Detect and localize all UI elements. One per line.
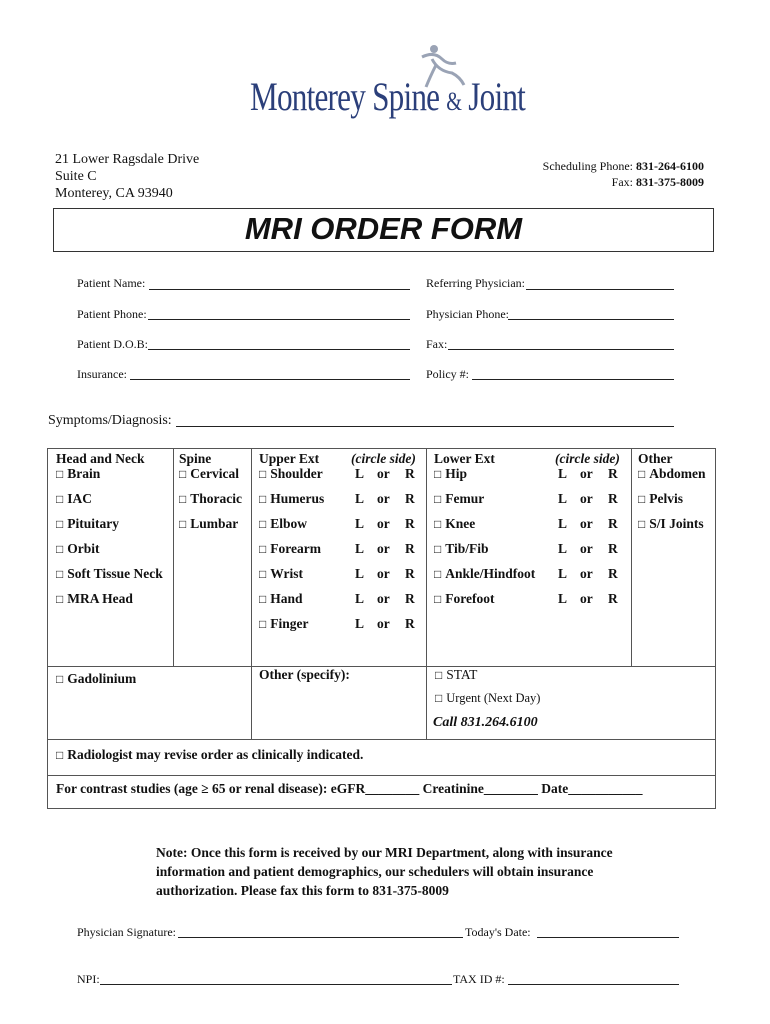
upper-wrist-side-or: or bbox=[377, 566, 390, 581]
lower-circle-side-header: (circle side) bbox=[555, 451, 620, 466]
lower-tib-fib-side-right[interactable]: R bbox=[608, 541, 618, 556]
lower-forefoot-option[interactable] bbox=[434, 591, 494, 607]
title-box bbox=[53, 208, 714, 252]
lower-ankle-hindfoot-side-left[interactable]: L bbox=[558, 566, 568, 581]
address-line1: 21 Lower Ragsdale Drive bbox=[55, 152, 200, 167]
radiologist-checkbox[interactable]: □ bbox=[56, 748, 64, 762]
lower-knee-side-left[interactable]: L bbox=[558, 516, 568, 531]
upper-humerus-checkbox[interactable]: □ bbox=[259, 492, 267, 506]
head-neck-brain-label: Brain bbox=[67, 466, 101, 481]
urgent-option[interactable] bbox=[435, 691, 540, 706]
lower-femur-label: Femur bbox=[445, 491, 485, 506]
head-neck-header: Head and Neck bbox=[56, 451, 145, 466]
upper-hand-label: Hand bbox=[270, 591, 303, 606]
gadolinium-checkbox[interactable]: □ bbox=[56, 672, 64, 686]
spine-thoracic-label: Thoracic bbox=[190, 491, 242, 506]
physician-signature-label: Physician Signature: bbox=[77, 925, 176, 939]
urgent-label: Urgent (Next Day) bbox=[446, 691, 541, 705]
todays-date-label: Today's Date: bbox=[465, 925, 531, 939]
contact-block bbox=[543, 158, 704, 190]
upper-hand-side-left[interactable]: L bbox=[355, 591, 365, 606]
upper-elbow-side-left[interactable]: L bbox=[355, 516, 365, 531]
lower-ankle-hindfoot-option[interactable] bbox=[434, 566, 535, 582]
other-specify-label: Other (specify): bbox=[259, 667, 350, 682]
head-neck-mra-head-label: MRA Head bbox=[67, 591, 133, 606]
fax-field[interactable] bbox=[448, 349, 674, 350]
lower-hip-option[interactable] bbox=[434, 466, 467, 482]
referring-physician-field[interactable] bbox=[526, 289, 674, 290]
lower-hip-side-left[interactable]: L bbox=[558, 466, 568, 481]
lower-ankle-hindfoot-side-or: or bbox=[580, 566, 593, 581]
upper-forearm-side-or: or bbox=[377, 541, 390, 556]
lower-tib-fib-side-left[interactable]: L bbox=[558, 541, 568, 556]
stat-label: STAT bbox=[446, 667, 478, 682]
other-abdomen-checkbox[interactable]: □ bbox=[638, 467, 646, 481]
spine-cervical-option[interactable] bbox=[179, 466, 239, 482]
order-table bbox=[47, 448, 716, 809]
upper-shoulder-side-right[interactable]: R bbox=[405, 466, 415, 481]
spine-lumbar-label: Lumbar bbox=[190, 516, 239, 531]
lower-tib-fib-label: Tib/Fib bbox=[445, 541, 489, 556]
lower-femur-option[interactable] bbox=[434, 491, 484, 507]
upper-humerus-option[interactable] bbox=[259, 491, 324, 507]
upper-finger-side-or: or bbox=[377, 616, 390, 631]
other-pelvis-label: Pelvis bbox=[649, 491, 683, 506]
lower-ankle-hindfoot-checkbox[interactable]: □ bbox=[434, 567, 442, 581]
insurance-field[interactable] bbox=[130, 379, 410, 380]
lower-knee-option[interactable] bbox=[434, 516, 475, 532]
tax-id-field[interactable] bbox=[508, 984, 679, 985]
upper-shoulder-label: Shoulder bbox=[270, 466, 323, 481]
upper-shoulder-checkbox[interactable]: □ bbox=[259, 467, 267, 481]
upper-forearm-side-right[interactable]: R bbox=[405, 541, 415, 556]
upper-forearm-option[interactable] bbox=[259, 541, 321, 557]
stat-checkbox[interactable]: □ bbox=[435, 668, 443, 682]
head-neck-mra-head-checkbox[interactable]: □ bbox=[56, 592, 64, 606]
tax-id-label: TAX ID #: bbox=[453, 972, 505, 986]
lower-knee-side-right[interactable]: R bbox=[608, 516, 618, 531]
spine-cervical-label: Cervical bbox=[190, 466, 239, 481]
upper-hand-side-right[interactable]: R bbox=[405, 591, 415, 606]
spine-cervical-checkbox[interactable]: □ bbox=[179, 467, 187, 481]
upper-elbow-side-or: or bbox=[377, 516, 390, 531]
head-neck-pituitary-option[interactable] bbox=[56, 516, 119, 532]
lower-forefoot-side-right[interactable]: R bbox=[608, 591, 618, 606]
lower-forefoot-checkbox[interactable]: □ bbox=[434, 592, 442, 606]
radiologist-option[interactable] bbox=[56, 747, 363, 763]
fax-number: 831-375-8009 bbox=[636, 175, 704, 189]
upper-humerus-side-right[interactable]: R bbox=[405, 491, 415, 506]
upper-finger-checkbox[interactable]: □ bbox=[259, 617, 267, 631]
lower-hip-label: Hip bbox=[445, 466, 468, 481]
spine-thoracic-option[interactable] bbox=[179, 491, 242, 507]
other-header: Other bbox=[638, 451, 673, 466]
patient-phone-label: Patient Phone: bbox=[77, 307, 147, 321]
radiologist-label: Radiologist may revise order as clinically indicated. bbox=[67, 747, 364, 762]
stat-option[interactable] bbox=[435, 667, 477, 683]
brand-logo bbox=[250, 73, 525, 120]
other-abdomen-option[interactable] bbox=[638, 466, 706, 482]
lower-femur-checkbox[interactable]: □ bbox=[434, 492, 442, 506]
lower-hip-side-right[interactable]: R bbox=[608, 466, 618, 481]
lower-ankle-hindfoot-side-right[interactable]: R bbox=[608, 566, 618, 581]
fax-note: Note: Once this form is received by our MRI Department, along with insurance information and patient demographics, our schedulers will obtain insurance authorization. Please fax this form to 831-375-8009 bbox=[156, 845, 613, 898]
lower-hip-side-or: or bbox=[580, 466, 593, 481]
upper-wrist-option[interactable] bbox=[259, 566, 303, 582]
lower-forefoot-side-or: or bbox=[580, 591, 593, 606]
head-neck-orbit-option[interactable] bbox=[56, 541, 100, 557]
scheduling-phone: 831-264-6100 bbox=[636, 159, 704, 173]
upper-elbow-side-right[interactable]: R bbox=[405, 516, 415, 531]
physician-signature-field[interactable] bbox=[178, 937, 463, 938]
upper-wrist-label: Wrist bbox=[270, 566, 303, 581]
lower-ankle-hindfoot-label: Ankle/Hindfoot bbox=[445, 566, 536, 581]
logo-amp: & bbox=[446, 87, 462, 116]
fax-field-label: Fax: bbox=[426, 337, 448, 351]
upper-humerus-side-or: or bbox=[377, 491, 390, 506]
symptoms-field[interactable] bbox=[176, 426, 674, 427]
head-neck-pituitary-checkbox[interactable]: □ bbox=[56, 517, 64, 531]
spine-header: Spine bbox=[179, 451, 212, 466]
spine-lumbar-option[interactable] bbox=[179, 516, 238, 532]
head-neck-brain-option[interactable] bbox=[56, 466, 100, 482]
upper-humerus-side-left[interactable]: L bbox=[355, 491, 365, 506]
upper-forearm-checkbox[interactable]: □ bbox=[259, 542, 267, 556]
upper-elbow-option[interactable] bbox=[259, 516, 307, 532]
logo-name: Monterey Spine bbox=[250, 74, 440, 119]
npi-field[interactable] bbox=[100, 984, 452, 985]
upper-humerus-label: Humerus bbox=[270, 491, 325, 506]
lower-femur-side-or: or bbox=[580, 491, 593, 506]
referring-physician-label: Referring Physician: bbox=[426, 276, 525, 290]
other-pelvis-checkbox[interactable]: □ bbox=[638, 492, 646, 506]
upper-hand-checkbox[interactable]: □ bbox=[259, 592, 267, 606]
head-neck-mra-head-option[interactable] bbox=[56, 591, 133, 607]
head-neck-iac-label: IAC bbox=[67, 491, 93, 506]
lower-knee-side-or: or bbox=[580, 516, 593, 531]
lower-femur-side-right[interactable]: R bbox=[608, 491, 618, 506]
npi-label: NPI: bbox=[77, 972, 100, 986]
page-title: MRI ORDER FORM bbox=[244, 211, 523, 246]
upper-finger-label: Finger bbox=[270, 616, 309, 631]
upper-finger-option[interactable] bbox=[259, 616, 309, 632]
other-s-i-joints-option[interactable] bbox=[638, 516, 704, 532]
patient-name-field[interactable] bbox=[149, 289, 410, 290]
contrast-studies-line: For contrast studies (age ≥ 65 or renal disease): eGFR________ Creatinine________ Date___________ bbox=[56, 781, 643, 796]
address-line2: Suite C bbox=[55, 169, 97, 184]
head-neck-brain-checkbox[interactable]: □ bbox=[56, 467, 64, 481]
patient-dob-field[interactable] bbox=[148, 349, 410, 350]
physician-phone-field[interactable] bbox=[508, 319, 674, 320]
symptoms-label: Symptoms/Diagnosis: bbox=[48, 413, 172, 428]
insurance-label: Insurance: bbox=[77, 367, 127, 381]
head-neck-soft-tissue-neck-label: Soft Tissue Neck bbox=[67, 566, 163, 581]
address-block bbox=[55, 151, 199, 202]
fax-label: Fax: bbox=[611, 175, 633, 189]
upper-hand-option[interactable] bbox=[259, 591, 303, 607]
head-neck-iac-option[interactable] bbox=[56, 491, 92, 507]
upper-wrist-side-right[interactable]: R bbox=[405, 566, 415, 581]
head-neck-orbit-checkbox[interactable]: □ bbox=[56, 542, 64, 556]
call-number: Call 831.264.6100 bbox=[433, 715, 538, 730]
lower-tib-fib-side-or: or bbox=[580, 541, 593, 556]
lower-hip-checkbox[interactable]: □ bbox=[434, 467, 442, 481]
lower-ext-header: Lower Ext bbox=[434, 451, 495, 466]
upper-wrist-checkbox[interactable]: □ bbox=[259, 567, 267, 581]
lower-tib-fib-checkbox[interactable]: □ bbox=[434, 542, 442, 556]
head-neck-orbit-label: Orbit bbox=[67, 541, 100, 556]
lower-forefoot-label: Forefoot bbox=[445, 591, 495, 606]
upper-forearm-side-left[interactable]: L bbox=[355, 541, 365, 556]
todays-date-field[interactable] bbox=[537, 937, 679, 938]
gadolinium-label: Gadolinium bbox=[67, 671, 137, 686]
lower-knee-label: Knee bbox=[445, 516, 476, 531]
head-neck-soft-tissue-neck-option[interactable] bbox=[56, 566, 163, 582]
policy-label: Policy #: bbox=[426, 367, 470, 381]
physician-phone-label: Physician Phone: bbox=[426, 307, 509, 321]
upper-hand-side-or: or bbox=[377, 591, 390, 606]
lower-forefoot-side-left[interactable]: L bbox=[558, 591, 568, 606]
upper-forearm-label: Forearm bbox=[270, 541, 321, 556]
head-neck-soft-tissue-neck-checkbox[interactable]: □ bbox=[56, 567, 64, 581]
upper-circle-side-header: (circle side) bbox=[351, 451, 416, 466]
gadolinium-option[interactable] bbox=[56, 671, 136, 687]
lower-tib-fib-option[interactable] bbox=[434, 541, 489, 557]
head-neck-pituitary-label: Pituitary bbox=[67, 516, 119, 531]
other-s-i-joints-checkbox[interactable]: □ bbox=[638, 517, 646, 531]
upper-finger-side-right[interactable]: R bbox=[405, 616, 415, 631]
other-abdomen-label: Abdomen bbox=[649, 466, 706, 481]
patient-name-label: Patient Name: bbox=[77, 276, 146, 290]
address-line3: Monterey, CA 93940 bbox=[55, 186, 173, 201]
upper-shoulder-side-left[interactable]: L bbox=[355, 466, 365, 481]
scheduling-label: Scheduling Phone: bbox=[542, 159, 633, 173]
upper-wrist-side-left[interactable]: L bbox=[355, 566, 365, 581]
patient-phone-field[interactable] bbox=[148, 319, 410, 320]
lower-femur-side-left[interactable]: L bbox=[558, 491, 568, 506]
urgent-checkbox[interactable]: □ bbox=[435, 691, 443, 705]
upper-elbow-label: Elbow bbox=[270, 516, 308, 531]
upper-ext-header: Upper Ext bbox=[259, 451, 320, 466]
other-pelvis-option[interactable] bbox=[638, 491, 683, 507]
upper-elbow-checkbox[interactable]: □ bbox=[259, 517, 267, 531]
patient-dob-label: Patient D.O.B: bbox=[77, 337, 148, 351]
upper-finger-side-left[interactable]: L bbox=[355, 616, 365, 631]
spine-lumbar-checkbox[interactable]: □ bbox=[179, 517, 187, 531]
spine-thoracic-checkbox[interactable]: □ bbox=[179, 492, 187, 506]
head-neck-iac-checkbox[interactable]: □ bbox=[56, 492, 64, 506]
logo-name2: Joint bbox=[468, 74, 526, 119]
lower-knee-checkbox[interactable]: □ bbox=[434, 517, 442, 531]
upper-shoulder-option[interactable] bbox=[259, 466, 323, 482]
policy-field[interactable] bbox=[472, 379, 674, 380]
upper-shoulder-side-or: or bbox=[377, 466, 390, 481]
other-s-i-joints-label: S/I Joints bbox=[649, 516, 704, 531]
